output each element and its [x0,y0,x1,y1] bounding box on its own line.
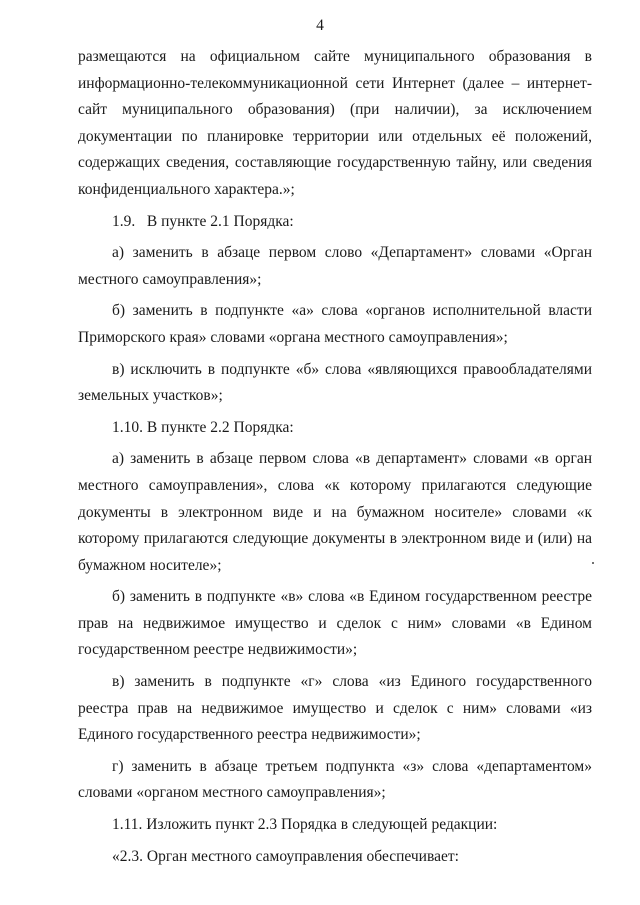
document-body [78,44,592,870]
paragraph-subitem-v: в) заменить в подпункте «г» слова «из Единого государственного реестра прав на недвижимое имущество и сделок с ним» словами «из Единого государственного реестра недвижимости»; [78,673,592,744]
paragraph-item-1-9: 1.9. В пункте 2.1 Порядка: [112,212,294,230]
paragraph-item-1-10: 1.10. В пункте 2.2 Порядка: [112,418,294,436]
paragraph-subitem-b: б) заменить в подпункте «а» слова «органов исполнительной власти Приморского края» словами «органа местного самоуправления»; [78,302,592,346]
scan-artifact [592,562,594,564]
paragraph-continuation: размещаются на официальном сайте муниципального образования в информационно-телекоммуникационной сети Интернет (далее – интернет-сайт муниципального образования) (при наличии), за исключением документации по планировке территории или отдельных её положений, содержащих сведения, составляющие государственную тайну, или сведения конфиденциального характера.»; [78,48,592,198]
paragraph-subitem-a: а) заменить в абзаце первом слово «Департамент» словами «Орган местного самоуправления»; [78,244,592,288]
page-number: 4 [316,17,324,34]
paragraph-quoted-2-3: «2.3. Орган местного самоуправления обеспечивает: [112,847,459,865]
paragraph-subitem-g: г) заменить в абзаце третьем подпункта «з» слова «департаментом» словами «органом местного самоуправления»; [78,757,592,802]
paragraph-subitem-v: в) исключить в подпункте «б» слова «являющихся правообладателями земельных участков»; [78,360,592,405]
paragraph-subitem-b: б) заменить в подпункте «в» слова «в Едином государственном реестре прав на недвижимое имущество и сделок с ним» словами «в Едином государственном реестре недвижимости»; [78,588,592,659]
paragraph-subitem-a: а) заменить в абзаце первом слова «в департамент» словами «в орган местного самоуправления», слова «к которому прилагаются следующие документы в электронном виде и на бумажном носителе» словами «к которому прилагаются следующие документы в электронном виде и (или) на бумажном носителе»; [78,450,592,574]
paragraph-item-1-11: 1.11. Изложить пункт 2.3 Порядка в следующей редакции: [112,816,498,834]
